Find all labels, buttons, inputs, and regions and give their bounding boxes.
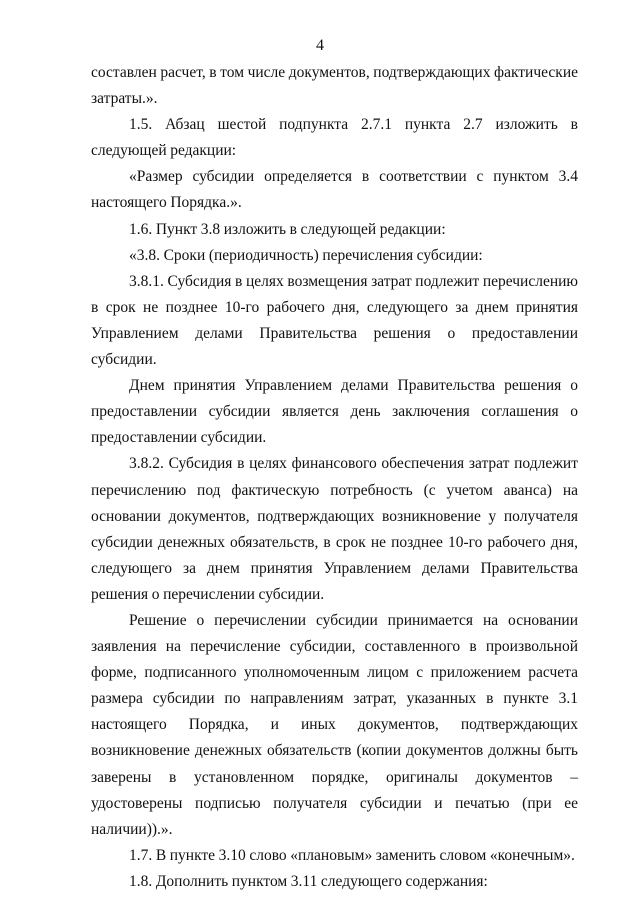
paragraph: 3.8.2. Субсидия в целях финансового обеспечения затрат подлежит перечислению под фактическую потребность (с учетом аванса) на основании документов, подтверждающих возникновение у получателя субсидии денежных обязательств, в срок не позднее 10-го рабочего дня, следующего за днем принятия Управлением делами Правительства решения о перечислении субсидии. [91, 455, 578, 603]
paragraph: 1.6. Пункт 3.8 изложить в следующей редакции: [129, 220, 446, 238]
paragraph: 1.8. Дополнить пунктом 3.11 следующего содержания: [129, 872, 488, 890]
paragraph: Решение о перечислении субсидии принимается на основании заявления на перечисление субсидии, составленного в произвольной форме, подписанного уполномоченным лицом с приложением расчета размера субсидии по направлениям затрат, указанных в пункте 3.1 настоящего Порядка, и иных документов, подтверждающих возникновение денежных обязательств (копии документов должны быть заверены в установленном порядке, оригиналы документов – удостоверены подписью получателя субсидии и печатью (при ее наличии)).». [91, 611, 578, 838]
paragraph: 1.5. Абзац шестой подпункта 2.7.1 пункта 2.7 изложить в следующей редакции: [91, 116, 578, 160]
document-body [91, 60, 578, 895]
paragraph: 1.7. В пункте 3.10 слово «плановым» заменить словом «конечным». [129, 846, 575, 864]
paragraph: «Размер субсидии определяется в соответствии с пунктом 3.4 настоящего Порядка.». [91, 168, 578, 212]
page-number: 4 [316, 37, 324, 54]
paragraph: составлен расчет, в том числе документов, подтверждающих фактические затраты.». [91, 64, 578, 108]
paragraph: 3.8.1. Субсидия в целях возмещения затрат подлежит перечислению в срок не позднее 10-го рабочего дня, следующего за днем принятия Управлением делами Правительства решения о предоставлении субсидии. [91, 272, 578, 369]
paragraph: «3.8. Сроки (периодичность) перечисления субсидии: [129, 246, 483, 264]
paragraph: Днем принятия Управлением делами Правительства решения о предоставлении субсидии является день заключения соглашения о предоставлении субсидии. [91, 377, 578, 447]
